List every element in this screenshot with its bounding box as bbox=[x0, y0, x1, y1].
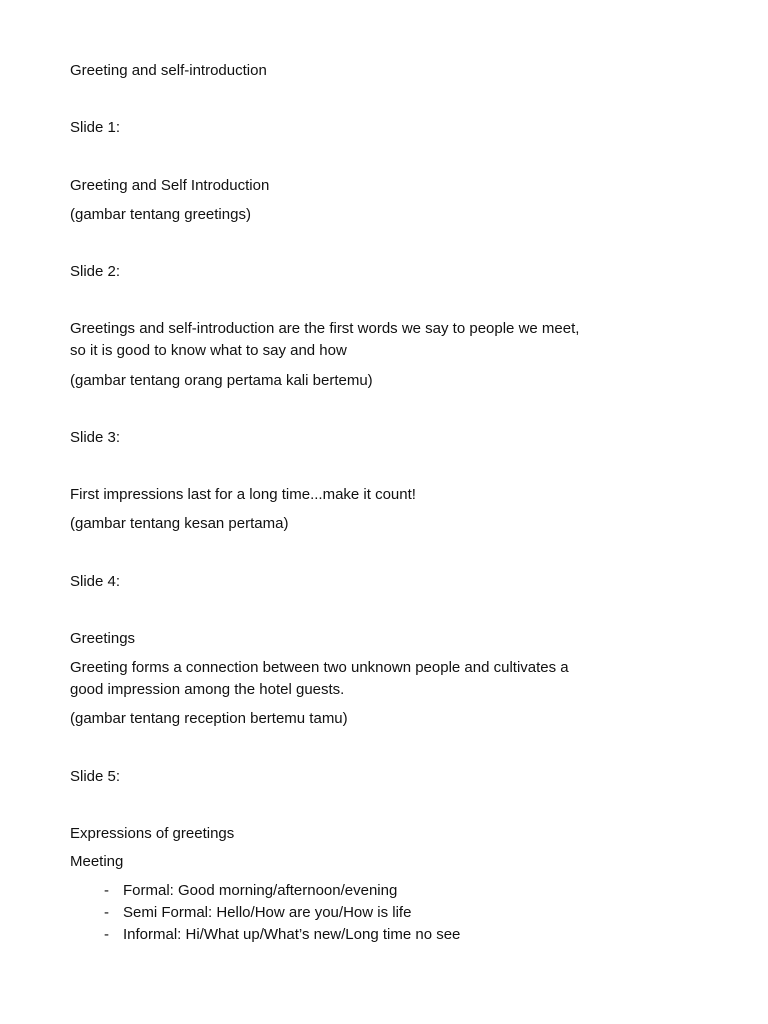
document-title: Greeting and self-introduction bbox=[70, 62, 267, 79]
list-item bbox=[104, 880, 397, 902]
list-item-text: Formal: Good morning/afternoon/evening bbox=[123, 882, 398, 899]
slide-5-line-1: Expressions of greetings bbox=[70, 825, 235, 842]
slide-5-line-2: Meeting bbox=[70, 853, 124, 870]
slide-1-line-2: (gambar tentang greetings) bbox=[70, 206, 251, 223]
slide-4-line-1: Greetings bbox=[70, 630, 136, 647]
bullet-dash: - bbox=[104, 904, 109, 921]
slide-4-line-4: (gambar tentang reception bertemu tamu) bbox=[70, 710, 348, 727]
list-item bbox=[104, 924, 460, 946]
slide-2-line-2: so it is good to know what to say and how bbox=[70, 342, 347, 359]
list-item-text: Informal: Hi/What up/What’s new/Long time no see bbox=[123, 926, 461, 943]
slide-2-heading: Slide 2: bbox=[70, 263, 121, 280]
slide-2-line-3: (gambar tentang orang pertama kali bertemu) bbox=[70, 372, 373, 389]
slide-1-heading: Slide 1: bbox=[70, 119, 121, 136]
slide-3-line-2: (gambar tentang kesan pertama) bbox=[70, 515, 289, 532]
list-item-text: Semi Formal: Hello/How are you/How is life bbox=[123, 904, 412, 921]
slide-4-line-3: good impression among the hotel guests. bbox=[70, 681, 345, 698]
slide-4-line-2: Greeting forms a connection between two unknown people and cultivates a bbox=[70, 659, 569, 676]
bullet-dash: - bbox=[104, 926, 109, 943]
slide-1-line-1: Greeting and Self Introduction bbox=[70, 177, 270, 194]
slide-3-heading: Slide 3: bbox=[70, 429, 121, 446]
list-item bbox=[104, 902, 411, 924]
slide-4-heading: Slide 4: bbox=[70, 573, 121, 590]
slide-5-heading: Slide 5: bbox=[70, 768, 121, 785]
slide-3-line-1: First impressions last for a long time...make it count! bbox=[70, 486, 416, 503]
bullet-dash: - bbox=[104, 882, 109, 899]
slide-2-line-1: Greetings and self-introduction are the first words we say to people we meet, bbox=[70, 320, 580, 337]
